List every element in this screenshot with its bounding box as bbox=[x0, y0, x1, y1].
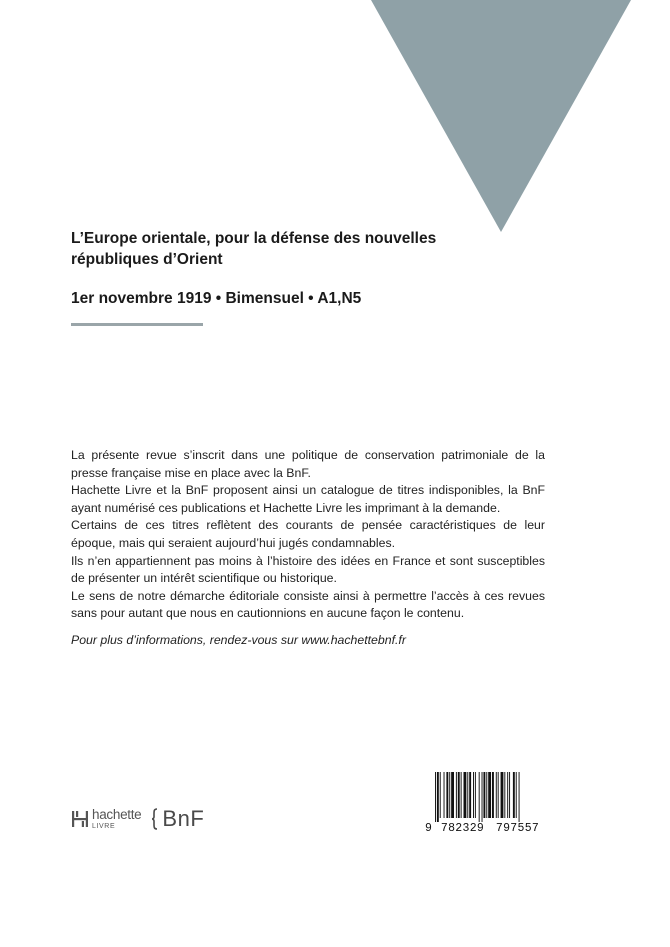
barcode-bar bbox=[504, 772, 505, 818]
barcode-bar bbox=[498, 772, 499, 818]
isbn-lead-digit: 9 bbox=[425, 822, 433, 835]
hachette-name: hachette bbox=[92, 807, 142, 823]
barcode-bar bbox=[473, 772, 474, 818]
barcode-bar bbox=[475, 772, 476, 818]
notice-paragraph: Certains de ces titres reflètent des courants de pensée caractéristiques de leur époque, mais qui seraient aujourd’hui jugés condamnables. bbox=[71, 518, 545, 550]
barcode-bar bbox=[456, 772, 457, 818]
issue-line: 1er novembre 1919 • Bimensuel • A1,N5 bbox=[71, 290, 362, 307]
publisher-logos bbox=[71, 805, 204, 833]
barcode-bar bbox=[446, 772, 448, 818]
isbn-group-1: 782329 bbox=[440, 822, 485, 835]
info-link-text: Pour plus d’informations, rendez-vous sur www.hachettebnf.fr bbox=[71, 633, 406, 647]
decorative-triangle bbox=[371, 0, 631, 232]
barcode-bar bbox=[513, 772, 515, 818]
barcode-bar bbox=[496, 772, 497, 818]
barcode-bar bbox=[469, 772, 471, 818]
notice-paragraph: Le sens de notre démarche éditoriale consiste ainsi à permettre l’accès à ces revues sans pour autant que nous en cautionnions en aucune façon le contenu. bbox=[71, 588, 545, 621]
bnf-logo bbox=[151, 806, 204, 832]
barcode-bar bbox=[509, 772, 510, 818]
barcode-bar bbox=[507, 772, 508, 818]
barcode-bar bbox=[444, 772, 445, 818]
barcode-bar bbox=[482, 772, 483, 822]
barcode-bar bbox=[458, 772, 460, 818]
publication-title: L’Europe orientale, pour la défense des nouvelles républiques d’Orient bbox=[71, 230, 437, 268]
barcode-bar bbox=[519, 772, 520, 822]
barcode-bar bbox=[437, 772, 439, 822]
bnf-brace-icon bbox=[151, 808, 159, 830]
hachette-logo bbox=[71, 808, 141, 830]
divider-rule bbox=[71, 323, 203, 326]
isbn-group-2: 797557 bbox=[495, 822, 540, 835]
notice-paragraph: La présente revue s’inscrit dans une politique de conservation patrimoniale de la presse française mise en place avec la BnF. bbox=[71, 448, 545, 480]
barcode-bar bbox=[479, 772, 480, 822]
barcode-bar bbox=[435, 772, 436, 822]
barcode-bar bbox=[449, 772, 450, 818]
barcode-bar bbox=[483, 772, 485, 818]
barcode-bar bbox=[486, 772, 487, 818]
notice-text bbox=[71, 447, 545, 623]
bnf-name: BnF bbox=[162, 806, 205, 831]
hachette-mark-icon bbox=[71, 809, 89, 829]
barcode-bar bbox=[492, 772, 494, 818]
barcode-bar bbox=[501, 772, 504, 818]
notice-paragraph: Ils n’en appartiennent pas moins à l’histoire des idées en France et sont susceptibles de présenter un intérêt scientifique ou historique. bbox=[71, 553, 545, 586]
barcode-bar bbox=[464, 772, 467, 818]
hachette-sub: LIVRE bbox=[92, 822, 116, 830]
barcode-bar bbox=[488, 772, 491, 818]
isbn-digits bbox=[425, 822, 545, 835]
notice-paragraph: Hachette Livre et la BnF proposent ainsi un catalogue de titres indisponibles, la BnF ayant numérisé ces publications et Hachette Livre les imprimant à la demande. bbox=[71, 483, 545, 515]
barcode-bar bbox=[516, 772, 517, 818]
barcode-bar bbox=[461, 772, 462, 818]
barcode-bar bbox=[467, 772, 468, 818]
barcode-bar bbox=[451, 772, 454, 818]
barcode-bar bbox=[440, 772, 441, 818]
